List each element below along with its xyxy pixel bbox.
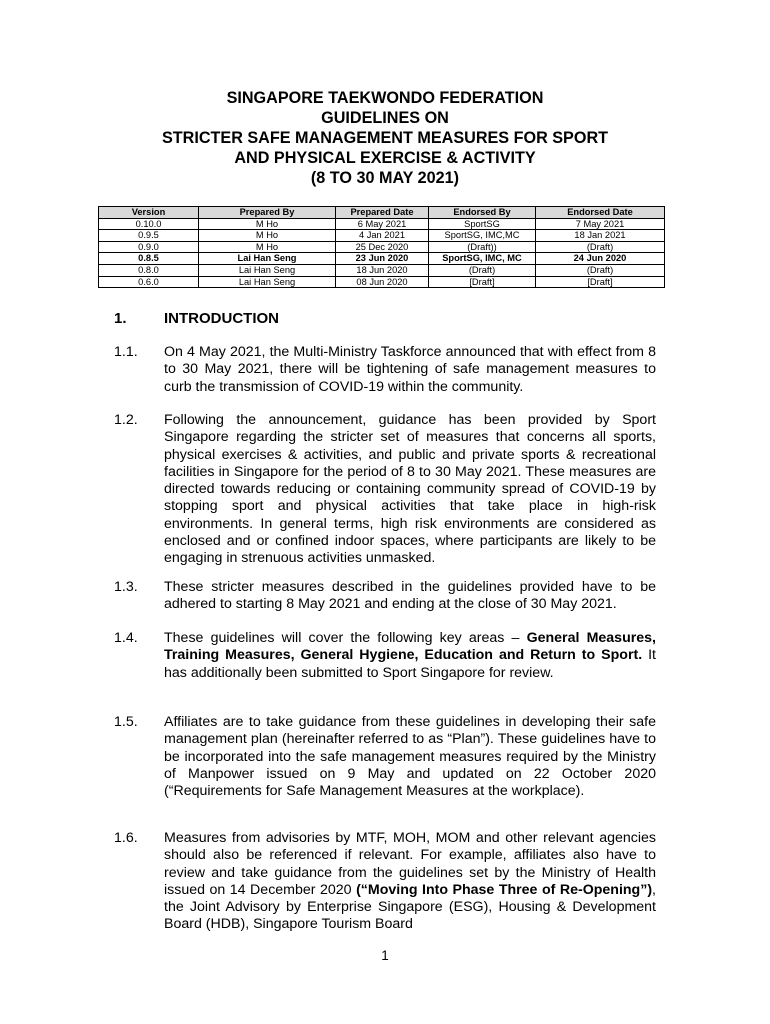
column-header: Prepared By xyxy=(199,207,336,219)
table-row xyxy=(99,218,665,230)
paragraph-number: 1.5. xyxy=(114,714,138,730)
table-row xyxy=(99,230,665,242)
text-segment-bold: General Measures, Training Measures, General Hygiene, Education and Return to Sport. xyxy=(164,630,656,664)
table-cell: 0.6.0 xyxy=(99,276,199,288)
table-cell: [Draft] xyxy=(429,276,536,288)
table-header-row xyxy=(99,207,665,219)
paragraph-text xyxy=(164,344,656,396)
paragraph-text xyxy=(164,714,656,800)
table-cell: 23 Jun 2020 xyxy=(336,253,429,265)
table-cell: 0.9.0 xyxy=(99,241,199,253)
table-row xyxy=(99,276,665,288)
title-line: AND PHYSICAL EXERCISE & ACTIVITY xyxy=(234,149,536,167)
text-segment: These guidelines will cover the following key areas – xyxy=(164,630,527,646)
text-segment: Affiliates are to take guidance from these guidelines in developing their safe management plan (hereinafter referred to as “Plan”). These guidelines have to be incorporated into the safe management measures required by the Ministry of Manpower issued on 9 May and updated on 22 October 2020 (“Requirements for Safe Management Measures at the workplace). xyxy=(164,714,656,800)
table-cell: SportSG xyxy=(429,218,536,230)
paragraph-text xyxy=(164,412,656,568)
table-cell: Lai Han Seng xyxy=(199,276,336,288)
table-cell: 4 Jan 2021 xyxy=(336,230,429,242)
paragraph-text xyxy=(164,830,656,934)
column-header: Endorsed Date xyxy=(536,207,665,219)
text-segment: , the Joint Advisory by Enterprise Singapore (ESG), Housing & Development Board (HDB), Singapore Tourism Board xyxy=(164,881,656,933)
table-cell: 0.8.0 xyxy=(99,264,199,276)
table-cell: Lai Han Seng xyxy=(199,264,336,276)
title-line: (8 TO 30 MAY 2021) xyxy=(310,169,460,187)
page-number: 1 xyxy=(381,948,389,963)
text-segment: Following the announcement, guidance has been provided by Sport Singapore regarding the stricter set of measures that concerns all sports, physical exercises & activities, and public and private sports & recreational facilities in Singapore for the period of 8 to 30 May 2021. These measures are directed towards reducing or containing community spread of COVID-19 by stopping sport and physical activities that take place in high-risk environments. In general terms, high risk environments are considered as enclosed and or confined indoor spaces, where participants are likely to be engaging in strenuous activities unmasked. xyxy=(164,412,656,567)
section-number: 1. xyxy=(114,310,127,327)
column-header: Version xyxy=(99,207,199,219)
table-cell: 7 May 2021 xyxy=(536,218,665,230)
table-cell: 18 Jun 2020 xyxy=(336,264,429,276)
table-row xyxy=(99,241,665,253)
title-line: SINGAPORE TAEKWONDO FEDERATION xyxy=(226,89,544,107)
text-segment: On 4 May 2021, the Multi-Ministry Taskforce announced that with effect from 8 to 30 May 2021, there will be tightening of safe management measures to curb the transmission of COVID-19 within the community. xyxy=(164,344,656,395)
table-cell: 08 Jun 2020 xyxy=(336,276,429,288)
table-cell: 6 May 2021 xyxy=(336,218,429,230)
paragraph-number: 1.2. xyxy=(114,412,138,428)
table-cell: 0.8.5 xyxy=(99,253,199,265)
paragraph-number: 1.4. xyxy=(114,630,138,646)
table-cell: M Ho xyxy=(199,241,336,253)
table-cell: SportSG, IMC,MC xyxy=(429,230,536,242)
table-cell: 0.10.0 xyxy=(99,218,199,230)
table-cell: SportSG, IMC, MC xyxy=(429,253,536,265)
document-title xyxy=(100,88,670,188)
table-cell: 0.9.5 xyxy=(99,230,199,242)
table-row xyxy=(99,253,665,265)
table-cell: (Draft) xyxy=(429,264,536,276)
text-segment: These stricter measures described in the guidelines provided have to be adhered to starting 8 May 2021 and ending at the close of 30 May 2021. xyxy=(164,579,656,613)
table-cell: 18 Jan 2021 xyxy=(536,230,665,242)
text-segment-bold: (“Moving Into Phase Three of Re-Opening”) xyxy=(356,881,653,898)
table-cell: Lai Han Seng xyxy=(199,253,336,265)
text-segment: It has additionally been submitted to Sport Singapore for review. xyxy=(164,647,657,681)
title-line: STRICTER SAFE MANAGEMENT MEASURES FOR SPORT xyxy=(161,129,609,147)
column-header: Prepared Date xyxy=(336,207,429,219)
table-cell: (Draft)) xyxy=(429,241,536,253)
table-cell: M Ho xyxy=(199,230,336,242)
table-cell: 25 Dec 2020 xyxy=(336,241,429,253)
paragraph-text xyxy=(164,630,656,682)
table-cell: (Draft) xyxy=(536,264,665,276)
table-cell: 24 Jun 2020 xyxy=(536,253,665,265)
paragraph-number: 1.1. xyxy=(114,344,138,360)
version-history-table xyxy=(98,206,665,288)
table-row xyxy=(99,264,665,276)
paragraph-number: 1.3. xyxy=(114,579,138,595)
text-segment: Measures from advisories by MTF, MOH, MOM and other relevant agencies should also be referenced if relevant. For example, affiliates also have to review and take guidance from the guidelines set by the Ministry of Health issued on 14 December 2020 xyxy=(164,830,656,898)
table-cell: [Draft] xyxy=(536,276,665,288)
table-cell: (Draft) xyxy=(536,241,665,253)
title-line: GUIDELINES ON xyxy=(321,109,449,127)
table-cell: M Ho xyxy=(199,218,336,230)
section-title: INTRODUCTION xyxy=(164,310,279,327)
paragraph-number: 1.6. xyxy=(114,830,138,846)
paragraph-text xyxy=(164,579,656,614)
column-header: Endorsed By xyxy=(429,207,536,219)
